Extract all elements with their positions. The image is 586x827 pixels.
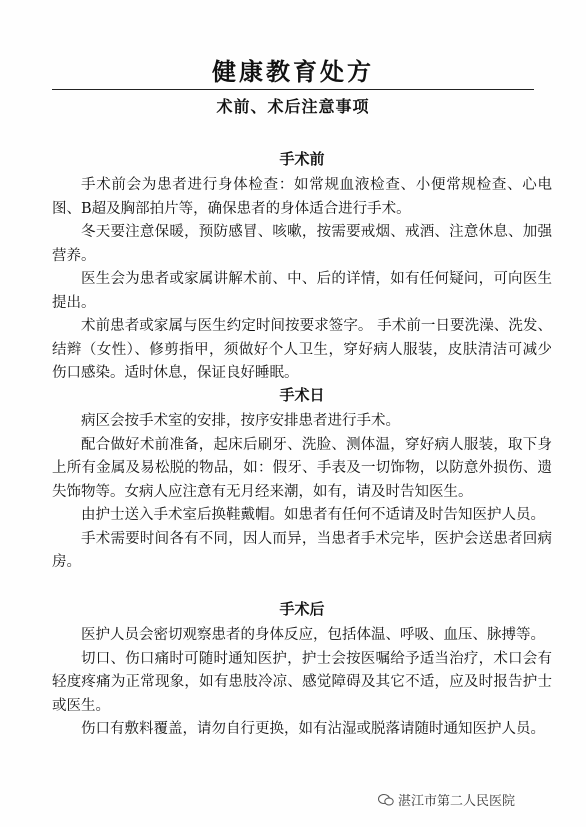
section-heading: 手术后 <box>279 600 325 618</box>
section-after-surgery <box>52 598 552 742</box>
paragraph: 伤口有敷料覆盖，请勿自行更换，如有沾湿或脱落请随时通知医护人员。 <box>81 721 545 737</box>
document-title: 健康教育处方 <box>212 57 374 86</box>
chat-bubble-icon <box>378 793 394 807</box>
paragraph: 手术前会为患者进行身体检查：如常规血液检查、小便常规检查、心电图、B超及胸部拍片等，确保患者的身体适合进行手术。 <box>52 177 552 217</box>
paragraph: 由护士送入手术室后换鞋戴帽。如患者有任何不适请及时告知医护人员。 <box>81 507 545 523</box>
paragraph: 切口、伤口痛时可随时通知医护，护士会按医嘱给予适当治疗，术口会有轻度疼痛为正常现象，如有患肢冷凉、感觉障碍及其它不适，应及时报告护士或医生。 <box>52 650 552 714</box>
paragraph: 术前患者或家属与医生约定时间按要求签字。 手术前一日要洗澡、洗发、结辫（女性）、修剪指甲，须做好个人卫生，穿好病人服装，皮肤清洁可减少伤口感染。适时休息，保证良好睡眠。 <box>52 318 552 381</box>
paragraph: 病区会按手术室的安排，按序安排患者进行手术。 <box>81 413 400 429</box>
section-heading: 手术日 <box>279 386 325 404</box>
paragraph: 手术需要时间各有不同，因人而异，当患者手术完毕，医护会送患者回病房。 <box>52 530 552 570</box>
document-subtitle: 术前、术后注意事项 <box>216 97 370 116</box>
section-before-surgery <box>52 148 552 386</box>
hospital-name: 湛江市第二人民医院 <box>398 794 516 809</box>
footer-hospital <box>378 790 515 809</box>
paragraph: 医生会为患者或家属讲解术前、中、后的详情，如有任何疑问，可向医生提出。 <box>52 271 552 311</box>
paragraph: 冬天要注意保暖，预防感冒、咳嗽，按需要戒烟、戒酒、注意休息、加强营养。 <box>52 224 552 264</box>
title-divider <box>52 89 534 90</box>
paragraph: 医护人员会密切观察患者的身体反应，包括体温、呼吸、血压、脉搏等。 <box>81 627 545 643</box>
section-surgery-day <box>52 384 552 575</box>
paragraph: 配合做好术前准备，起床后刷牙、洗脸、测体温，穿好病人服装，取下身上所有金属及易松脱的物品，如：假牙、手表及一切饰物，以防意外损伤、遗失饰物等。女病人应注意有无月经来潮，如有，请及时告知医生。 <box>52 436 552 500</box>
section-heading: 手术前 <box>279 150 325 168</box>
